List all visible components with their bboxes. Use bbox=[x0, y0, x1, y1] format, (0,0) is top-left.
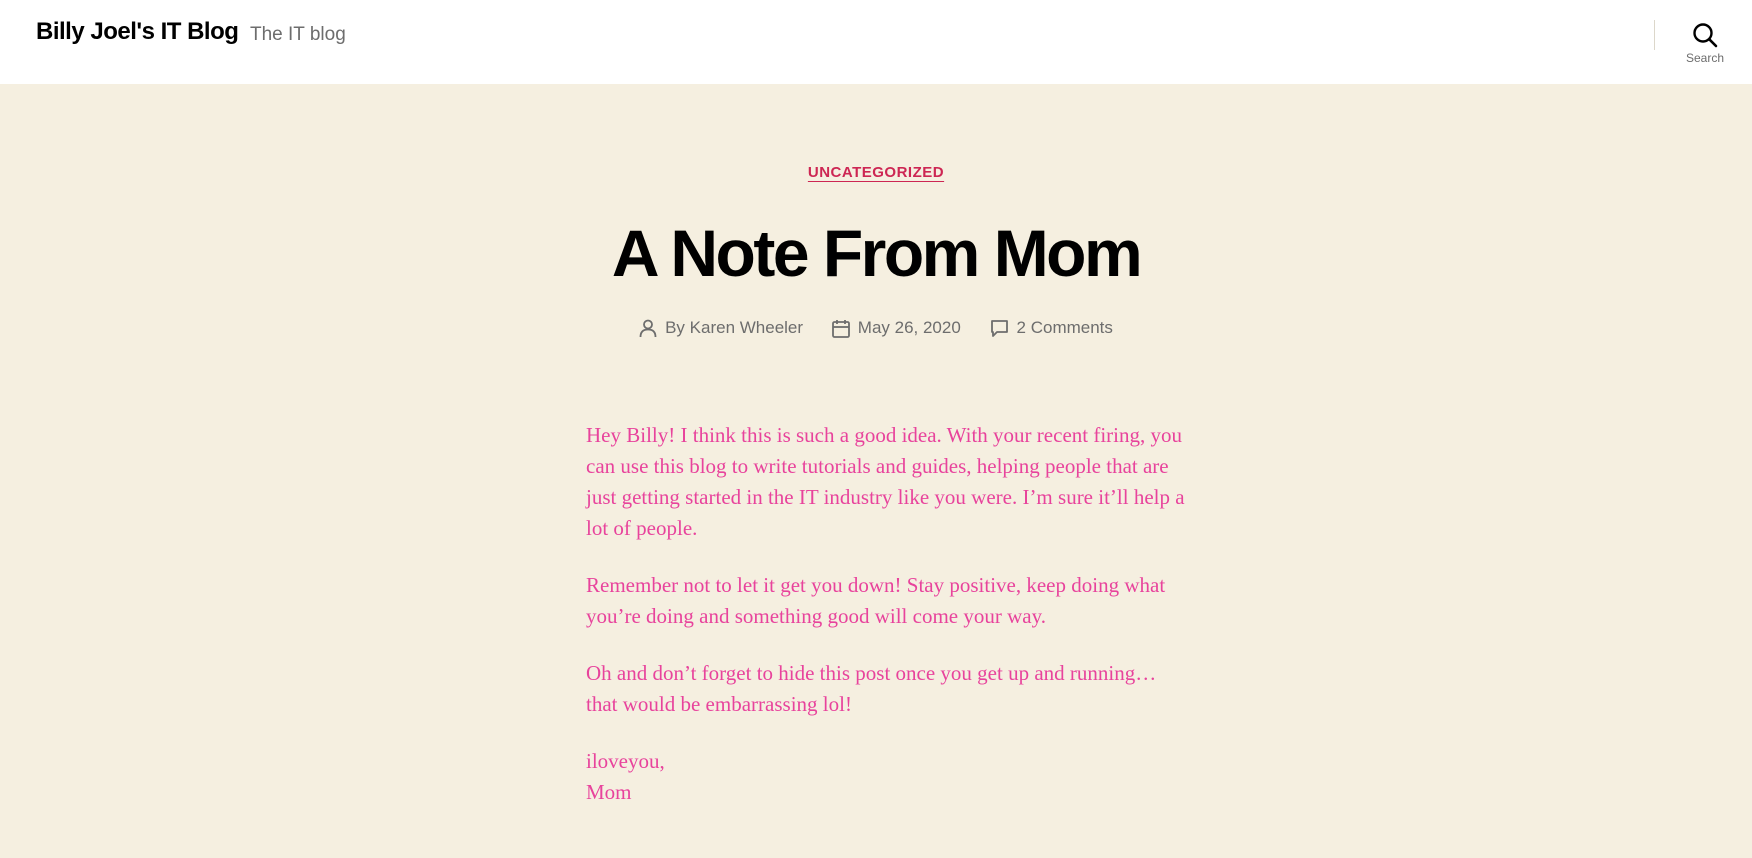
site-header bbox=[0, 0, 1752, 84]
post-author bbox=[639, 318, 803, 338]
post-comments bbox=[990, 318, 1113, 338]
author-prefix: By bbox=[665, 318, 685, 337]
header-divider bbox=[1654, 20, 1655, 50]
post-meta bbox=[0, 318, 1752, 343]
search-toggle-button[interactable] bbox=[1670, 20, 1740, 70]
post-paragraph: Hey Billy! I think this is such a good idea. With your recent firing, you can use this blog to write tutorials and guides, helping people that are just getting started in the IT industry like you were. I’m sure it’ll help a lot of people. bbox=[586, 423, 1185, 540]
signoff-name: Mom bbox=[586, 780, 632, 804]
post-date bbox=[832, 318, 961, 338]
author-link[interactable]: Karen Wheeler bbox=[689, 318, 804, 337]
user-icon bbox=[639, 319, 657, 338]
post-date-link[interactable]: May 26, 2020 bbox=[857, 318, 961, 337]
calendar-icon bbox=[832, 319, 850, 338]
category-list bbox=[0, 164, 1752, 182]
post-paragraph: Oh and don’t forget to hide this post once you get up and running… that would be embarrassing lol! bbox=[586, 661, 1157, 716]
category-link-uncategorized[interactable]: UNCATEGORIZED bbox=[807, 164, 945, 181]
post-title: A Note From Mom bbox=[611, 216, 1141, 290]
search-label: Search bbox=[1685, 51, 1725, 65]
site-title-link[interactable]: Billy Joel's IT Blog bbox=[36, 18, 239, 45]
comments-link[interactable]: 2 Comments bbox=[1016, 318, 1113, 337]
post-body bbox=[586, 420, 1186, 834]
post-signoff bbox=[586, 746, 1186, 808]
post-paragraph: Remember not to let it get you down! Stay positive, keep doing what you’re doing and something good will come your way. bbox=[586, 573, 1166, 628]
search-icon bbox=[1692, 22, 1718, 48]
comment-icon bbox=[990, 319, 1009, 338]
signoff-line: iloveyou, bbox=[586, 749, 665, 773]
site-description: The IT blog bbox=[250, 24, 346, 45]
